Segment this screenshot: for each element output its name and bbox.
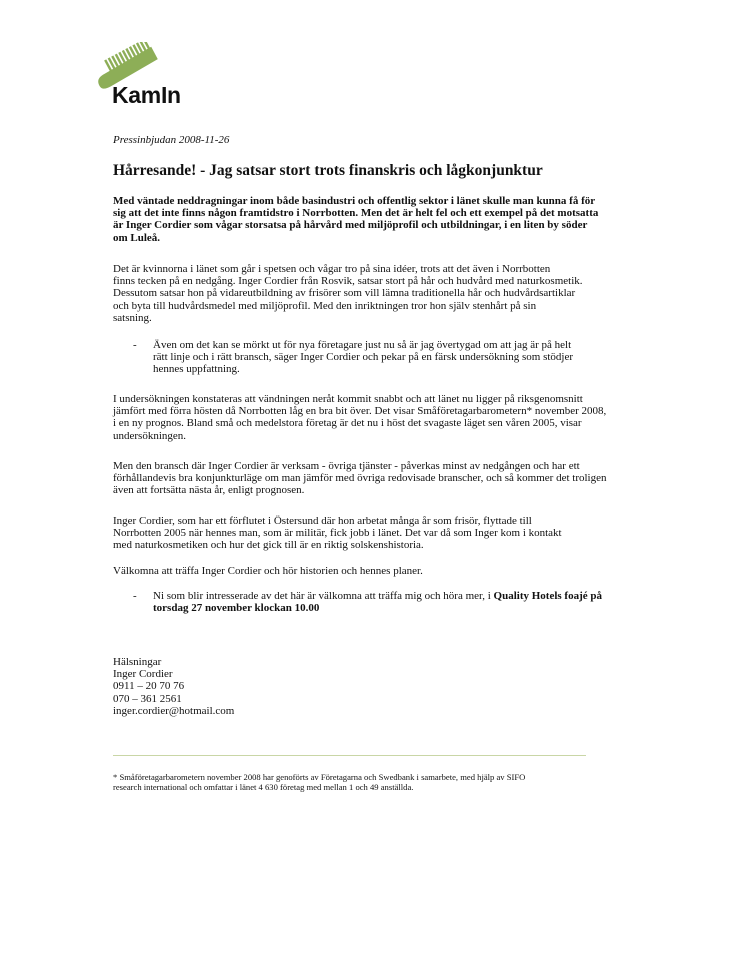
text-line: Norrbotten 2005 när hennes man, som är militär, fick jobb i länet. Det var då som Inger kom i kontakt xyxy=(113,527,562,540)
text-line: i en ny prognos. Bland små och medelstora företag är det nu i höst det svagaste läget sen våren 2005, visar xyxy=(113,417,582,430)
text-line: finns tecken på en nedgång. Inger Cordier från Rosvik, satsar stort på hår och hudvård med naturkosmetik. xyxy=(113,275,583,288)
text-line: Dessutom satsar hon på vidareutbildning av frisörer som vill lämna traditionella hår och hudvårdsartiklar xyxy=(113,287,576,300)
text-line: I undersökningen konstateras att vändningen neråt kommit snabbt och att länet nu ligger på riksgenomsnitt xyxy=(113,393,583,405)
quote-dash: - xyxy=(133,339,137,351)
paragraph-4 xyxy=(113,515,633,552)
text-line: förhållandevis bra konjunkturläge om man jämför med övriga redovisade branscher, och så kommer det troligen xyxy=(113,472,607,485)
text-line: Välkomna att träffa Inger Cordier och hör historien och hennes planer. xyxy=(113,565,423,577)
footnote-line: research international och omfattar i länet 4 630 företag med mellan 1 och 49 anställda. xyxy=(113,782,414,792)
page-title: Hårresande! - Jag satsar stort trots finanskris och lågkonjunktur xyxy=(113,162,543,179)
text-line: Men den bransch där Inger Cordier är verksam - övriga tjänster - påverkas minst av nedgången och har ett xyxy=(113,460,580,472)
footnote-line: * Småföretagarbarometern november 2008 har genoförts av Företagarna och Swedbank i samarbete, med hjälp av SIFO xyxy=(113,772,526,782)
phone-number: 0911 – 20 70 76 xyxy=(113,680,185,693)
text-line: och byta till hudvårdsmedel med miljöprofil. Med den inriktningen tror hon själv stenhårt på sin xyxy=(113,299,537,312)
text-line: undersökningen. xyxy=(113,429,187,442)
paragraph-2 xyxy=(113,393,633,442)
paragraph-5 xyxy=(113,565,633,577)
quote-line xyxy=(153,590,633,602)
paragraph-3 xyxy=(113,460,633,497)
email-address[interactable]: inger.cordier@hotmail.com xyxy=(113,704,235,717)
intro-line: om Luleå. xyxy=(113,231,161,244)
signature xyxy=(113,656,633,717)
event-time: torsdag 27 november klockan 10.00 xyxy=(153,602,320,615)
intro-paragraph xyxy=(113,195,633,244)
press-date: Pressinbjudan 2008-11-26 xyxy=(113,134,230,146)
footnote-divider xyxy=(113,755,586,756)
paragraph-1 xyxy=(113,263,633,324)
text-line: Det är kvinnorna i länet som går i spetsen och vågar tro på sina idéer, trots att det även i Norrbotten xyxy=(113,263,551,275)
text-line: jämfört med förra hösten då Norrbotten låg en bra bit över. Det visar Småföretagarbarometern* november 2008, xyxy=(113,405,607,418)
quote-line: hennes uppfattning. xyxy=(153,363,240,376)
quote-line: rätt linje och i rätt bransch, säger Inger Cordier och pekar på en färsk undersökning som stödjer xyxy=(153,351,574,364)
signer-name: Inger Cordier xyxy=(113,668,173,681)
greeting: Hälsningar xyxy=(113,656,162,668)
quote-1 xyxy=(153,339,633,376)
logo-wordmark: KamIn xyxy=(112,82,181,108)
intro-line: Med väntade neddragningar inom både basindustri och offentlig sektor i länet skulle man kunna få för xyxy=(113,195,596,207)
invitation-text: Ni som blir intresserade av det här är välkomna att träffa mig och höra mer, i xyxy=(153,590,494,602)
quote-line: Även om det kan se mörkt ut för nya företagare just nu så är jag övertygad om att jag är på helt xyxy=(153,339,572,351)
quote-dash: - xyxy=(133,590,137,602)
event-location: Quality Hotels foajé på xyxy=(493,590,603,602)
quote-2 xyxy=(153,590,633,614)
logo xyxy=(88,42,198,112)
text-line: satsning. xyxy=(113,311,152,324)
intro-line: är Inger Cordier som vågar storsatsa på hårvård med miljöprofil och utbildningar, i en liten by söder xyxy=(113,219,588,232)
mobile-number: 070 – 361 2561 xyxy=(113,692,182,705)
text-line: med naturkosmetiken och hur det gick till är en riktig solskenshistoria. xyxy=(113,539,424,552)
intro-line: sig att det inte finns någon framtidstro i Norrbotten. Men det är helt fel och ett exempel på det motsatta xyxy=(113,207,599,220)
text-line: Inger Cordier, som har ett förflutet i Östersund där hon arbetat många år som frisör, flyttade till xyxy=(113,515,532,527)
text-line: även att fortsätta nästa år, enligt prognosen. xyxy=(113,484,305,497)
footnote xyxy=(113,772,633,792)
